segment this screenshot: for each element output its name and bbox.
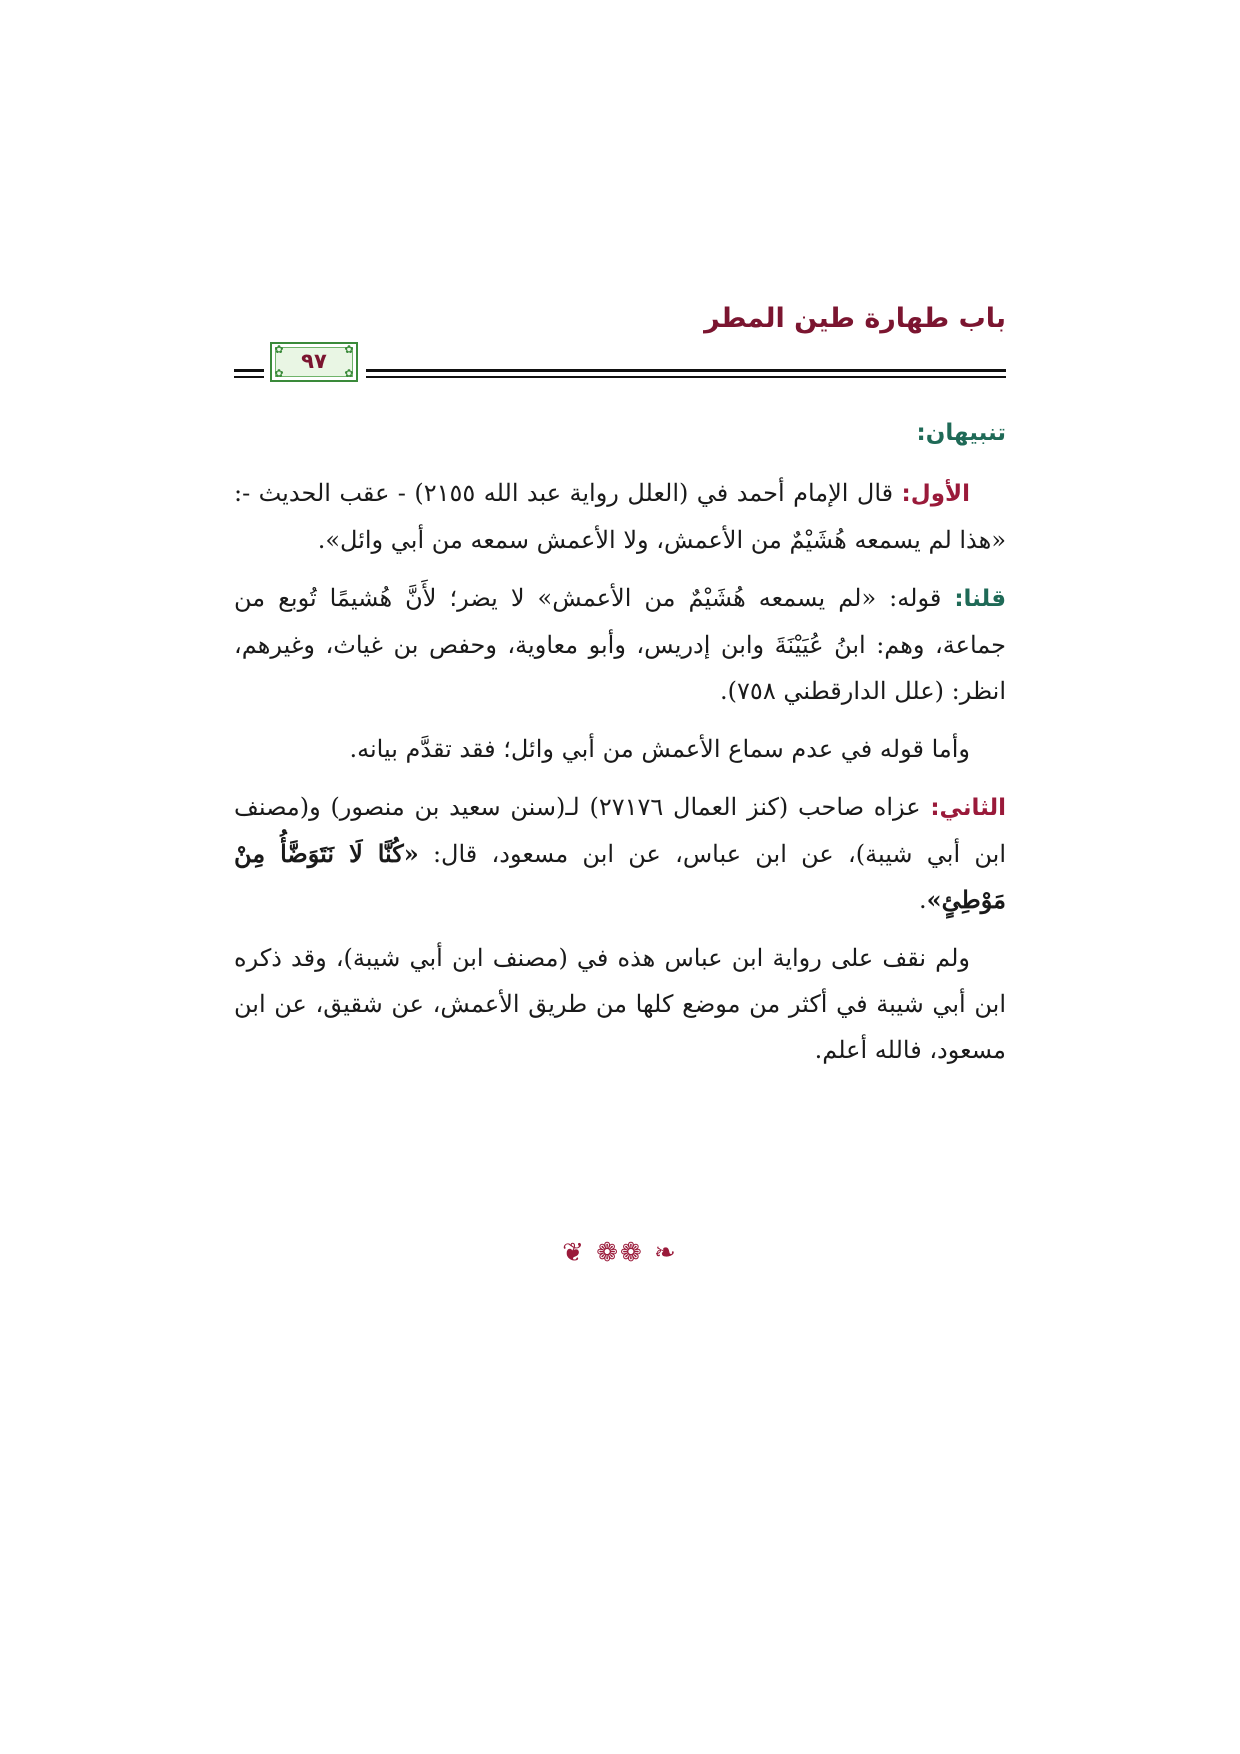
closing-ornament-icon: ❦ ❁❁ ❧ xyxy=(562,1238,678,1268)
ornament-corner-icon: ✿ xyxy=(274,343,284,356)
paragraph-response xyxy=(234,575,1006,714)
paragraph-text-end: . xyxy=(919,886,927,914)
page-number: ٩٧ xyxy=(301,349,327,373)
paragraph-text: عزاه صاحب (كنز العمال ٢٧١٧٦) لـ(سنن سعيد بن منصور) و(مصنف ابن أبي شيبة)، عن ابن عباس، عن ابن مسعود، قال: xyxy=(234,793,1006,868)
paragraph-final xyxy=(234,935,1006,1073)
page-number-badge xyxy=(270,342,358,382)
paragraph-continuation xyxy=(234,726,1006,772)
paragraph-text: ولم نقف على رواية ابن عباس هذه في (مصنف ابن أبي شيبة)، وقد ذكره ابن أبي شيبة في أكثر من موضع كلها من طريق الأعمش، عن شقيق، عن ابن مسعود، فالله أعلم. xyxy=(234,944,1006,1064)
paragraph-second-note xyxy=(234,784,1006,923)
main-text xyxy=(234,410,1006,1085)
chapter-title: باب طهارة طين المطر xyxy=(704,303,1006,334)
paragraph-first-note xyxy=(234,470,1006,563)
ornament-corner-icon: ✿ xyxy=(344,343,354,356)
section-heading: تنبيهان: xyxy=(916,420,1006,446)
header-rule-left xyxy=(234,369,264,378)
ornament-corner-icon: ✿ xyxy=(274,367,284,380)
paragraph-lead: الثاني: xyxy=(930,795,1007,821)
paragraph-text: قوله: «لم يسمعه هُشَيْمٌ من الأعمش» لا يضر؛ لأَنَّ هُشيمًا تُوبع من جماعة، وهم: ابنُ عُيَيْنَةَ وابن إدريس، وأبو معاوية، وحفص بن غياث، وغيرهم، انظر: (علل الدارقطني ٧٥٨). xyxy=(234,584,1006,705)
paragraph-lead: قلنا: xyxy=(954,586,1006,612)
hadith-quote: «كُنَّا لَا نَتَوَضَّأُ مِنْ مَوْطِئٍ» xyxy=(234,839,1006,914)
ornament-corner-icon: ✿ xyxy=(344,367,354,380)
paragraph-text: قال الإمام أحمد في (العلل رواية عبد الله ٢١٥٥) - عقب الحديث -: «هذا لم يسمعه هُشَيْمٌ من الأعمش، ولا الأعمش سمعه من أبي وائل». xyxy=(234,479,1006,554)
paragraph-text: وأما قوله في عدم سماع الأعمش من أبي وائل؛ فقد تقدَّم بيانه. xyxy=(349,735,970,763)
paragraph-lead: الأول: xyxy=(901,481,971,507)
header-rule-right xyxy=(366,369,1006,378)
